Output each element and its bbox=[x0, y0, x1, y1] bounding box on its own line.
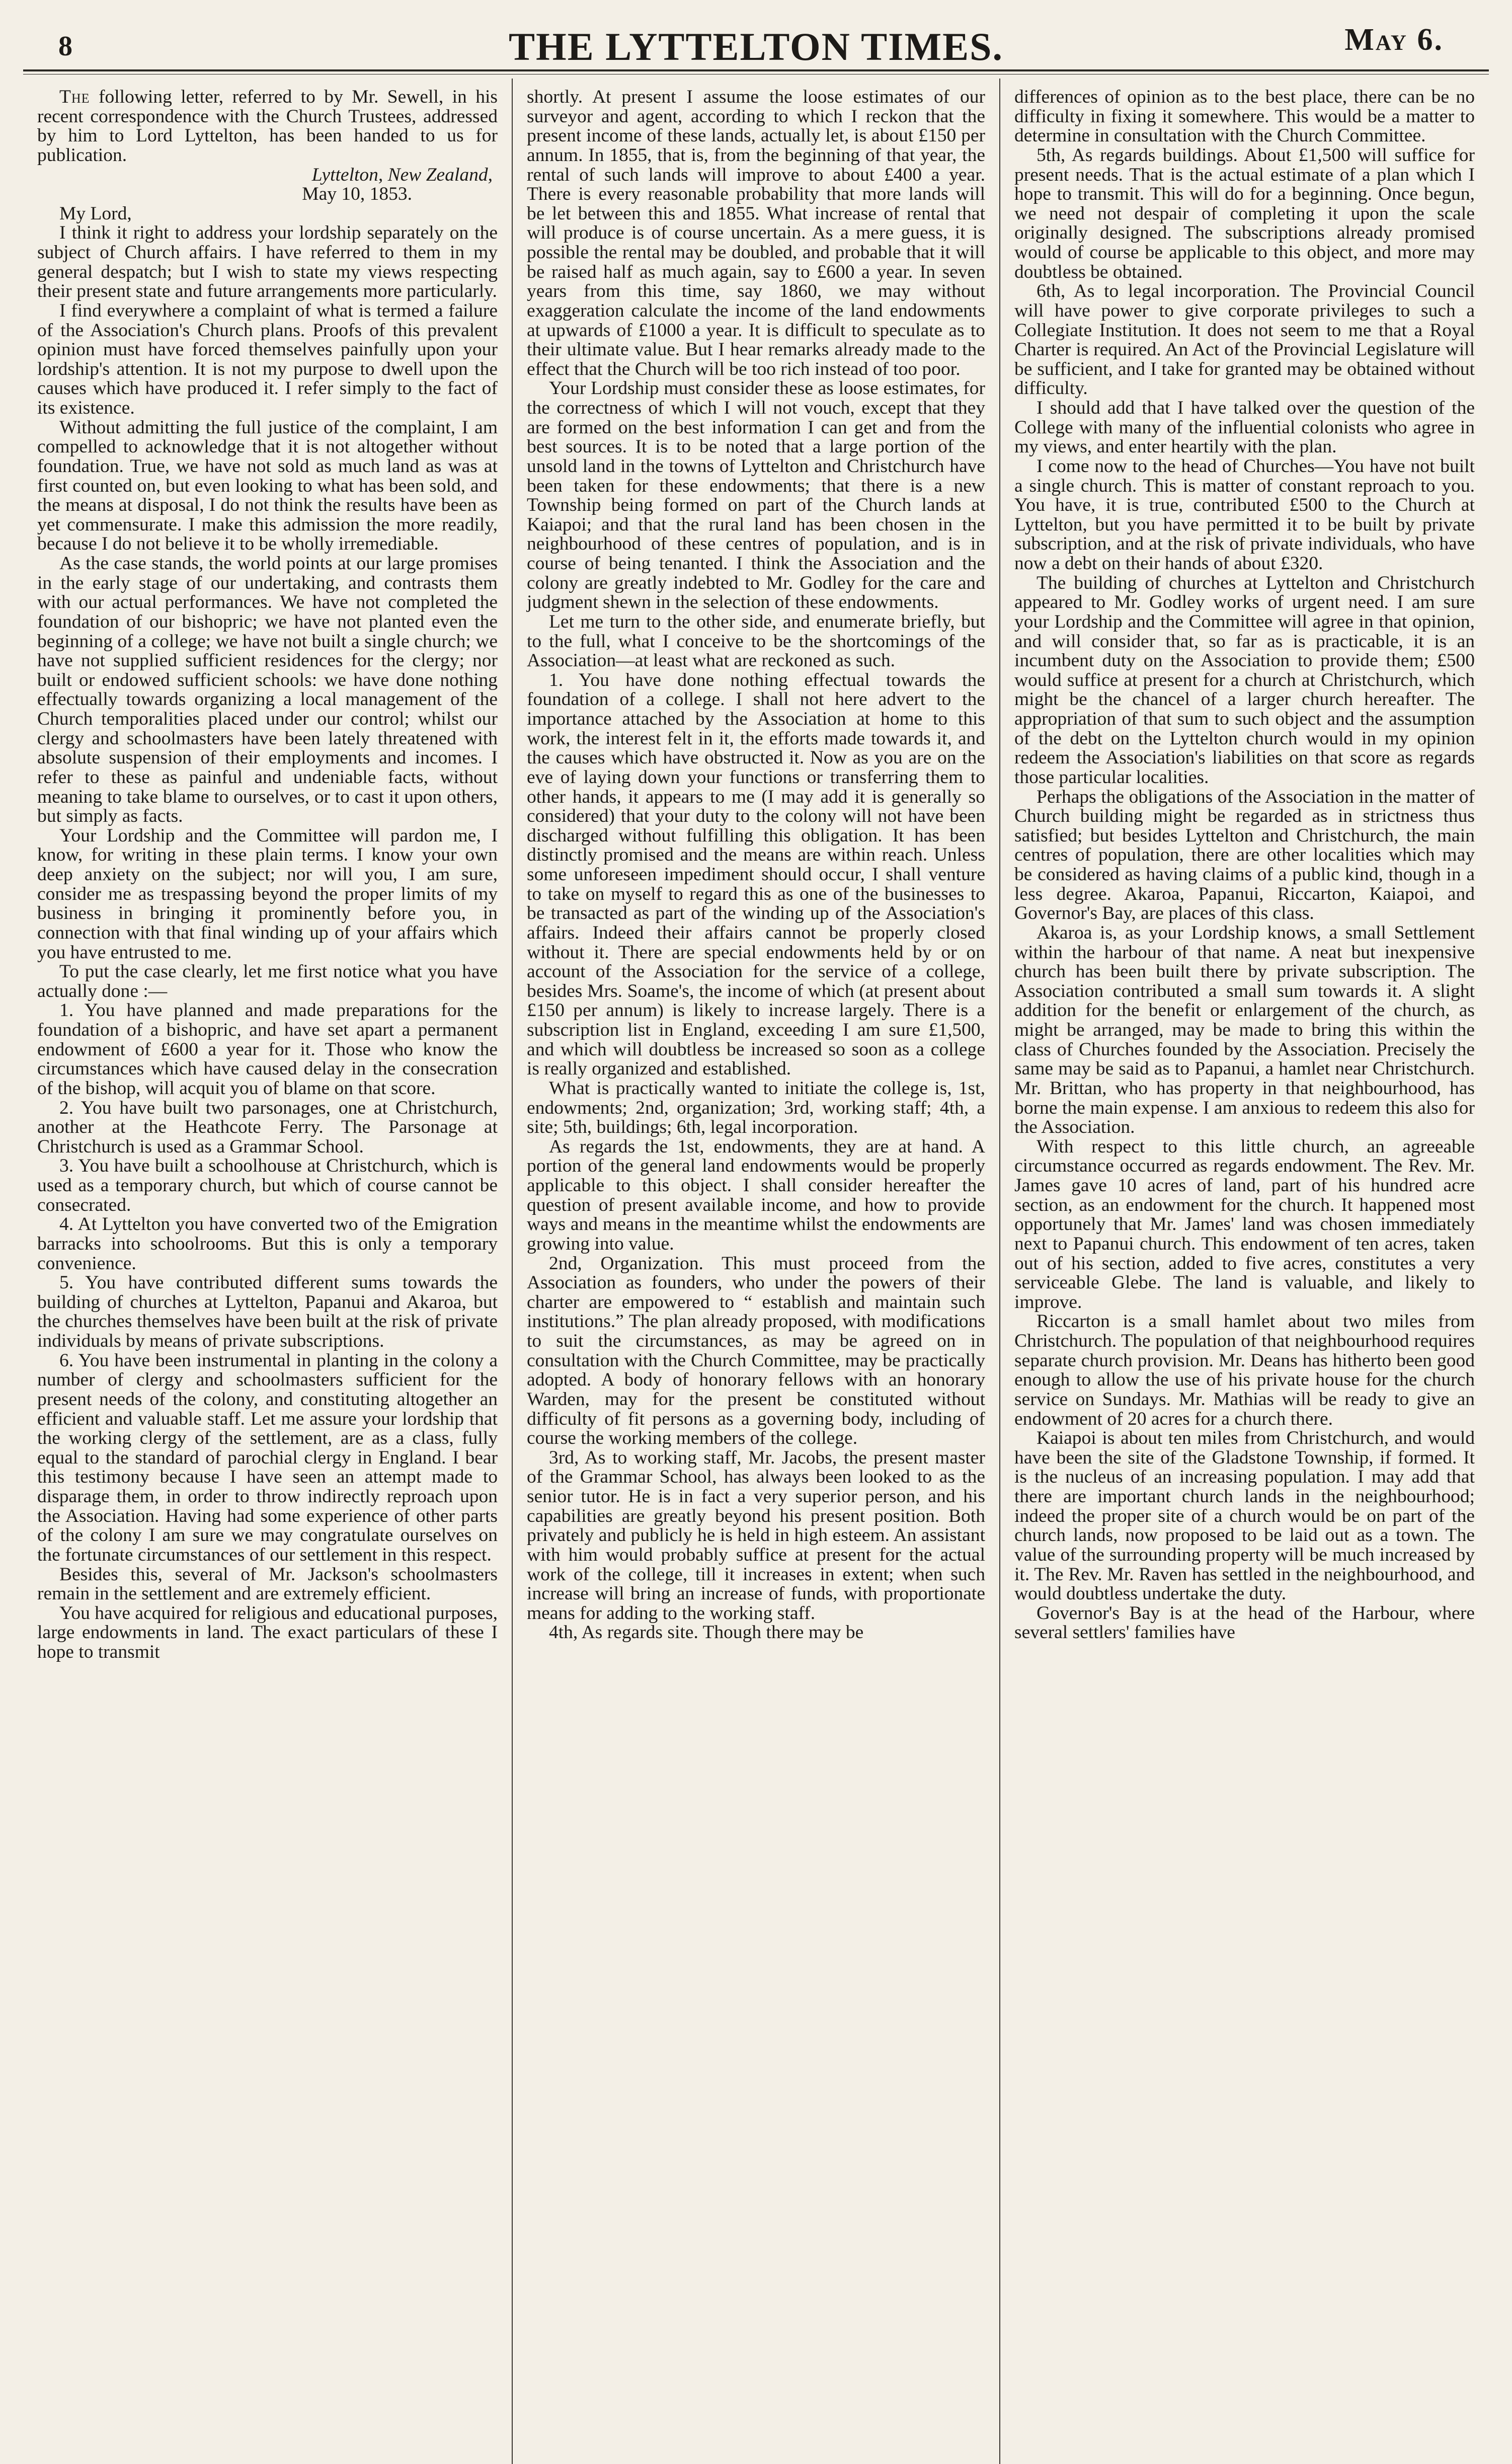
paragraph: Your Lordship and the Committee will pardon me, I know, for writing in these plain terms. I know your own deep anxiety on the subject; nor will you, I am sure, consider me as trespassing beyond the proper limits of my business in bringing it prominently before you, in connection with that final winding up of your affairs which you have entrusted to me. bbox=[37, 825, 498, 963]
paragraph: Let me turn to the other side, and enumerate briefly, but to the full, what I conceive to be the shortcomings of the Association—at least what are reckoned as such. bbox=[527, 611, 985, 671]
paragraph: 4th, As regards site. Though there may be bbox=[549, 1622, 864, 1643]
paragraph: I think it right to address your lordship separately on the subject of Church affairs. I have referred to them in my general despatch; but I wish to state my views respecting their present state and future arrangements more particularly. bbox=[37, 222, 498, 302]
paragraph: shortly. At present I assume the loose estimates of our surveyor and agent, according to which I reckon that the present income of these lands, actually let, is about £150 per annum. In 1855, that is, from the beginning of that year, the rental of such lands will improve to about £400 a year. There is every reasonable probability that more lands will be let between this and 1855. What increase of rental that will produce is of course uncertain. As a mere guess, it is possible the rental may be doubled, and probable that it will be raised half as much again, say to £600 a year. In seven years from this time, say 1860, we may without exaggeration calculate the income of the land endowments at upwards of £1000 a year. It is difficult to speculate as to their ultimate value. But I hear remarks already made to the effect that the Church will be too rich instead of too poor. bbox=[527, 87, 985, 379]
paragraph: Akaroa is, as your Lordship knows, a small Settlement within the harbour of that name. A neat but inexpensive church has been built there by private subscription. The Association contributed a small sum towards it. A slight addition for the benefit or enlargement of the church, as might be arranged, may be made to bring this within the class of Churches founded by the Association. Precisely the same may be said as to Papanui, a hamlet near Christchurch. Mr. Brittan, who has property in that neighbourhood, has borne the main expense. I am anxious to redeem this also for the Association. bbox=[1014, 922, 1475, 1138]
letter-date: May 10, 1853. bbox=[302, 184, 412, 205]
paragraph: differences of opinion as to the best place, there can be no difficulty in fixing it somewhere. This would be a matter to determine in consultation with the Church Committee. bbox=[1014, 87, 1475, 146]
column-2 bbox=[512, 79, 1000, 2464]
paragraph: 3rd, As to working staff, Mr. Jacobs, the present master of the Grammar School, has always been looked to as the senior tutor. He is in fact a very superior person, and his capabilities are greatly beyond his present position. Both privately and publicly he is held in high esteem. An assistant with him would probably suffice at present for the actual work of the college, till it increases in extent; when such increase will bring an increase of funds, with proportionate means for adding to the working staff. bbox=[527, 1447, 985, 1624]
newspaper-title: THE LYTTELTON TIMES. bbox=[509, 25, 1003, 68]
intro-text: following letter, referred to by Mr. Sewell, in his recent correspondence with the Church Trustees, addressed by him to Lord Lyttelton, has been handed to us for publication. bbox=[37, 87, 498, 166]
page-number: 8 bbox=[58, 31, 72, 62]
paragraph: 1. You have done nothing effectual towards the foundation of a college. I shall not here advert to the importance attached by the Association at home to this work, the interest felt in it, the efforts made towards it, and the causes which have obstructed it. Now as you are on the eve of laying down your functions or transferring them to other hands, it appears to me (I may add it is generally so considered) that your duty to the colony will not have been discharged without fulfilling this obligation. It has been distinctly promised and the means are within reach. Unless some unforeseen impediment should occur, I shall venture to take on myself to regard this as one of the businesses to be transacted as part of the winding up of the Association's affairs. Indeed their affairs cannot be properly closed without it. There are special endowments held by or on account of the Association for the service of a college, besides Mrs. Soame's, the income of which (at present about £150 per annum) is likely to increase largely. There is a subscription list in England, exceeding I am sure £1,500, and which will doubtless be increased so soon as a college is really organized and established. bbox=[527, 669, 985, 1080]
paragraph: Without admitting the full justice of the complaint, I am compelled to acknowledge that it is not altogether without foundation. True, we have not sold as much land as was at first counted on, but even looking to what has been sold, and the means at disposal, I do not think the results have been as yet commensurate. I make this admission the more readily, because I do not believe it to be wholly irremediable. bbox=[37, 417, 498, 555]
paragraph: Kaiapoi is about ten miles from Christchurch, and would have been the site of the Gladstone Township, if formed. It is the nucleus of an increasing population. I may add that there are important church lands in the neighbourhood; indeed the proper site of a church would be on part of the church lands, now proposed to be laid out as a town. The value of the surrounding property will be much increased by it. The Rev. Mr. Raven has settled in the neighbourhood, and would doubtless undertake the duty. bbox=[1014, 1428, 1475, 1604]
salutation: My Lord, bbox=[59, 203, 132, 224]
paragraph: As regards the 1st, endowments, they are at hand. A portion of the general land endowments would be properly applicable to this object. I shall consider hereafter the question of present available income, and how to provide ways and means in the meantime whilst the endowments are growing into value. bbox=[527, 1136, 985, 1254]
paragraph: Perhaps the obligations of the Association in the matter of Church building might be regarded as in strictness thus satisfied; but besides Lyttelton and Christchurch, the main centres of population, there are other localities which may be considered as having claims of a public kind, though in a less degree. Akaroa, Papanui, Riccarton, Kaiapoi, and Governor's Bay, are places of this class. bbox=[1014, 786, 1475, 924]
paragraph: The building of churches at Lyttelton and Christchurch appeared to Mr. Godley works of urgent need. I am sure your Lordship and the Committee will agree in that opinion, and will consider that, so far as is practicable, it is an incumbent duty on the Association to provide them; £500 would suffice at present for a church at Christchurch, which might be the chancel of a larger church hereafter. The appropriation of that sum to such object and the assumption of the debt on the Lyttelton church would in my opinion redeem the Association's liabilities on that score as regards those particular localities. bbox=[1014, 572, 1475, 788]
article-columns bbox=[23, 79, 1489, 2464]
paragraph: 1. You have planned and made preparations for the foundation of a bishopric, and have set apart a permanent endowment of £600 a year for it. Those who know the circumstances which have caused delay in the consecration of the bishop, will acquit you of blame on that score. bbox=[37, 1000, 498, 1099]
paragraph: 2nd, Organization. This must proceed from the Association as founders, who under the powers of their charter are empowered to “ establish and maintain such institutions.” The plan already proposed, with modifications to suit the circumstances, as may be agreed on in consultation with the Church Committee, may be practically adopted. A body of honorary fellows with an honorary Warden, may for the present be constituted without difficulty of fit persons as a governing body, including of course the working members of the college. bbox=[527, 1253, 985, 1449]
column-1 bbox=[23, 79, 512, 2464]
paragraph: I come now to the head of Churches—You have not built a single church. This is matter of constant reproach to you. You have, it is true, contributed £500 to the Church at Lyttelton, but you have permitted it to be built by private subscription, and at the risk of private individuals, who have now a debt on their hands of about £320. bbox=[1014, 455, 1475, 574]
paragraph: Besides this, several of Mr. Jackson's schoolmasters remain in the settlement and are extremely efficient. bbox=[37, 1564, 498, 1604]
paragraph: 5. You have contributed different sums towards the building of churches at Lyttelton, Papanui and Akaroa, but the churches themselves have been built at the risk of private individuals by means of private subscriptions. bbox=[37, 1272, 498, 1351]
paragraph: Governor's Bay is at the head of the Harbour, where several settlers' families have bbox=[1014, 1602, 1475, 1643]
masthead-rule bbox=[23, 69, 1489, 71]
paragraph: 4. At Lyttelton you have converted two of the Emigration barracks into schoolrooms. But this is only a temporary convenience. bbox=[37, 1214, 498, 1274]
column-3 bbox=[1000, 79, 1489, 2464]
paragraph: Riccarton is a small hamlet about two miles from Christchurch. The population of that neighbourhood requires separate church provision. Mr. Deans has hitherto been good enough to allow the use of his private house for the church service on Sundays. Mr. Mathias will be ready to give an endowment of 20 acres for a church there. bbox=[1014, 1311, 1475, 1429]
paragraph: 6. You have been instrumental in planting in the colony a number of clergy and schoolmasters sufficient for the present needs of the colony, and constituting altogether an efficient and valuable staff. Let me assure your lordship that the working clergy of the settlement, are as a class, fully equal to the standard of parochial clergy in England. I bear this testimony because I have seen an attempt made to disparage them, in order to throw indirectly reproach upon the Association. Having had some experience of other parts of the colony I am sure we may congratulate ourselves on the fortunate circumstances of our settlement in this respect. bbox=[37, 1350, 498, 1565]
lead-word: The bbox=[59, 87, 90, 107]
letter-place: Lyttelton, New Zealand, bbox=[311, 164, 493, 185]
paragraph: Your Lordship must consider these as loose estimates, for the correctness of which I will not vouch, except that they are formed on the best information I can get and from the best sources. It is to be noted that a large portion of the unsold land in the towns of Lyttelton and Christchurch have been taken for these endowments; that there is a new Township being formed on part of the Church lands at Kaiapoi; and that the rural land has been chosen in the neighbourhood of these centres of population, and is in course of being tenanted. I think the Association and the colony are greatly indebted to Mr. Godley for the care and judgment shewn in the selection of these endowments. bbox=[527, 378, 985, 613]
issue-date: May 6. bbox=[1344, 23, 1444, 57]
paragraph: I find everywhere a complaint of what is termed a failure of the Association's Church plans. Proofs of this prevalent opinion must have forced themselves painfully upon your lordship's attention. It is not my purpose to dwell upon the causes which have produced it. I refer simply to the fact of its existence. bbox=[37, 300, 498, 418]
article-intro bbox=[37, 88, 498, 166]
paragraph: 2. You have built two parsonages, one at Christchurch, another at the Heathcote Ferry. The Parsonage at Christchurch is used as a Grammar School. bbox=[37, 1097, 498, 1157]
paragraph: I should add that I have talked over the question of the College with many of the influential colonists who agree in my views, and enter heartily with the plan. bbox=[1014, 398, 1475, 457]
paragraph: As the case stands, the world points at our large promises in the early stage of our undertaking, and contrasts them with our actual performances. We have not completed the foundation of our bishopric; we have not planted even the beginning of a college; we have not built a single church; we have not supplied sufficient residences for the clergy; nor built or endowed sufficient schools: we have done nothing effectually towards organizing a local management of the Church temporalities placed under our control; whilst our clergy and schoolmasters have been lately threatened with absolute suspension of their employments and incomes. I refer to these as painful and undeniable facts, without meaning to take blame to ourselves, or to cast it upon others, but simply as facts. bbox=[37, 553, 498, 827]
paragraph: 6th, As to legal incorporation. The Provincial Council will have power to give corporate privileges to such a Collegiate Institution. It does not seem to me that a Royal Charter is required. An Act of the Provincial Legislature will be sufficient, and I take for granted may be obtained without difficulty. bbox=[1014, 281, 1475, 399]
paragraph: With respect to this little church, an agreeable circumstance occurred as regards endowment. The Rev. Mr. James gave 10 acres of land, part of his hundred acre section, as an endowment for the church. It happened most opportunely that Mr. James' land was chosen immediately next to Papanui church. This endowment of ten acres, taken out of his section, added to five acres, constitutes a very serviceable Glebe. The land is valuable, and likely to improve. bbox=[1014, 1136, 1475, 1313]
masthead bbox=[23, 20, 1489, 66]
paragraph: To put the case clearly, let me first notice what you have actually done :— bbox=[37, 961, 498, 1002]
paragraph: 3. You have built a schoolhouse at Christchurch, which is used as a temporary church, but which of course cannot be consecrated. bbox=[37, 1156, 498, 1215]
paragraph: What is practically wanted to initiate the college is, 1st, endowments; 2nd, organization; 3rd, working staff; 4th, a site; 5th, buildings; 6th, legal incorporation. bbox=[527, 1077, 985, 1138]
paragraph: You have acquired for religious and educational purposes, large endowments in land. The exact particulars of these I hope to transmit bbox=[37, 1602, 498, 1662]
paragraph: 5th, As regards buildings. About £1,500 will suffice for present needs. That is the actual estimate of a plan which I hope to transmit. This will do for a beginning. Once begun, we need not despair of completing it upon the scale originally designed. The subscriptions already promised would of course be applicable to this object, and more may doubtless be obtained. bbox=[1014, 144, 1475, 282]
